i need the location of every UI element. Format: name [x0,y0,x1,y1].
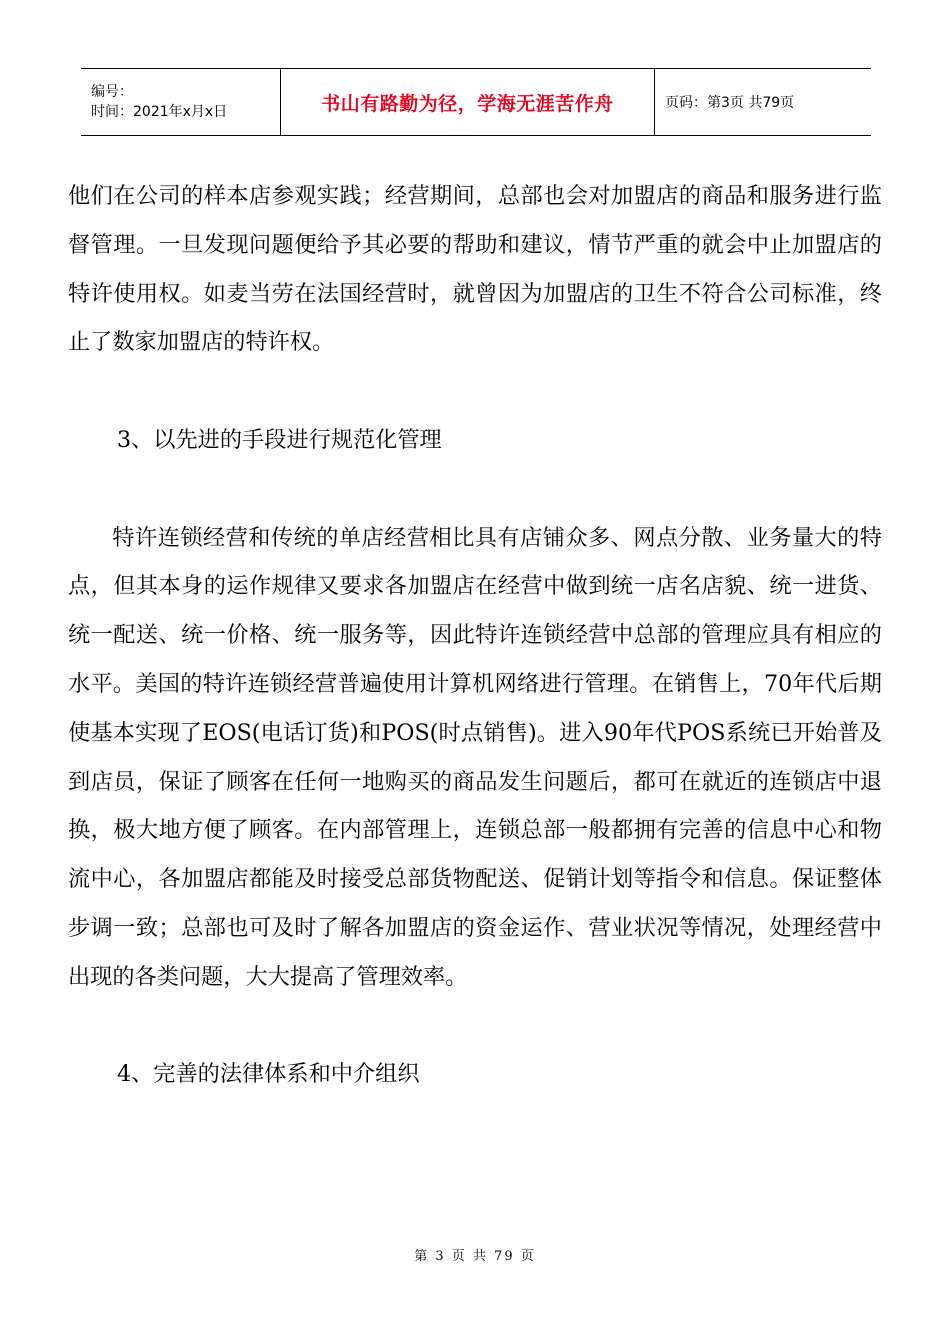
paragraph-1: 他们在公司的样本店参观实践；经营期间，总部也会对加盟店的商品和服务进行监督管理。一旦发现问题便给予其必要的帮助和建议，情节严重的就会中止加盟店的特许使用权。如麦当劳在法国经营时，就曾因为加盟店的卫生不符合公司标准，终止了数家加盟店的特许权。 [68,183,882,356]
header-meta [81,69,281,135]
serial-number-label: 编号： [91,84,133,100]
spacer [68,465,882,514]
paragraph-2: 特许连锁经营和传统的单店经营相比具有店铺众多、网点分散、业务量大的特点，但其本身的运作规律又要求各加盟店在经营中做到统一店名店貌、统一进货、统一配送、统一价格、统一服务等，因此特许连锁经营中总部的管理应具有相应的水平。美国的特许连锁经营普遍使用计算机网络进行管理。在销售上，70年代后期使基本实现了EOS(电话订货)和POS(时点销售)。进入90年代POS系统已开始普及到店员，保证了顾客在任何一地购买的商品发生问题后，都可在就近的连锁店中退换，极大地方便了顾客。在内部管理上，连锁总部一般都拥有完善的信息中心和物流中心，各加盟店都能及时接受总部货物配送、促销计划等指令和信息。保证整体步调一致；总部也可及时了解各加盟店的资金运作、营业状况等情况，处理经营中出现的各类问题，大大提高了管理效率。 [68,524,882,990]
header-page-code [655,69,871,135]
section-heading-3: 3、以先进的手段进行规范化管理 [117,426,442,453]
motto-text: 书山有路勤为径，学海无涯苦作舟 [321,92,614,115]
page-code-text: 页码：第3页 共79页 [665,95,795,111]
page-footer: 第 3 页 共 79 页 [414,1249,536,1264]
section-heading-4: 4、完善的法律体系和中介组织 [117,1061,420,1088]
spacer [68,367,882,416]
date-line: 时间：2021年x月x日 [91,104,228,120]
spacer [68,1002,882,1051]
header-motto-cell [281,69,655,135]
document-header [81,68,871,136]
document-body [68,172,882,1099]
